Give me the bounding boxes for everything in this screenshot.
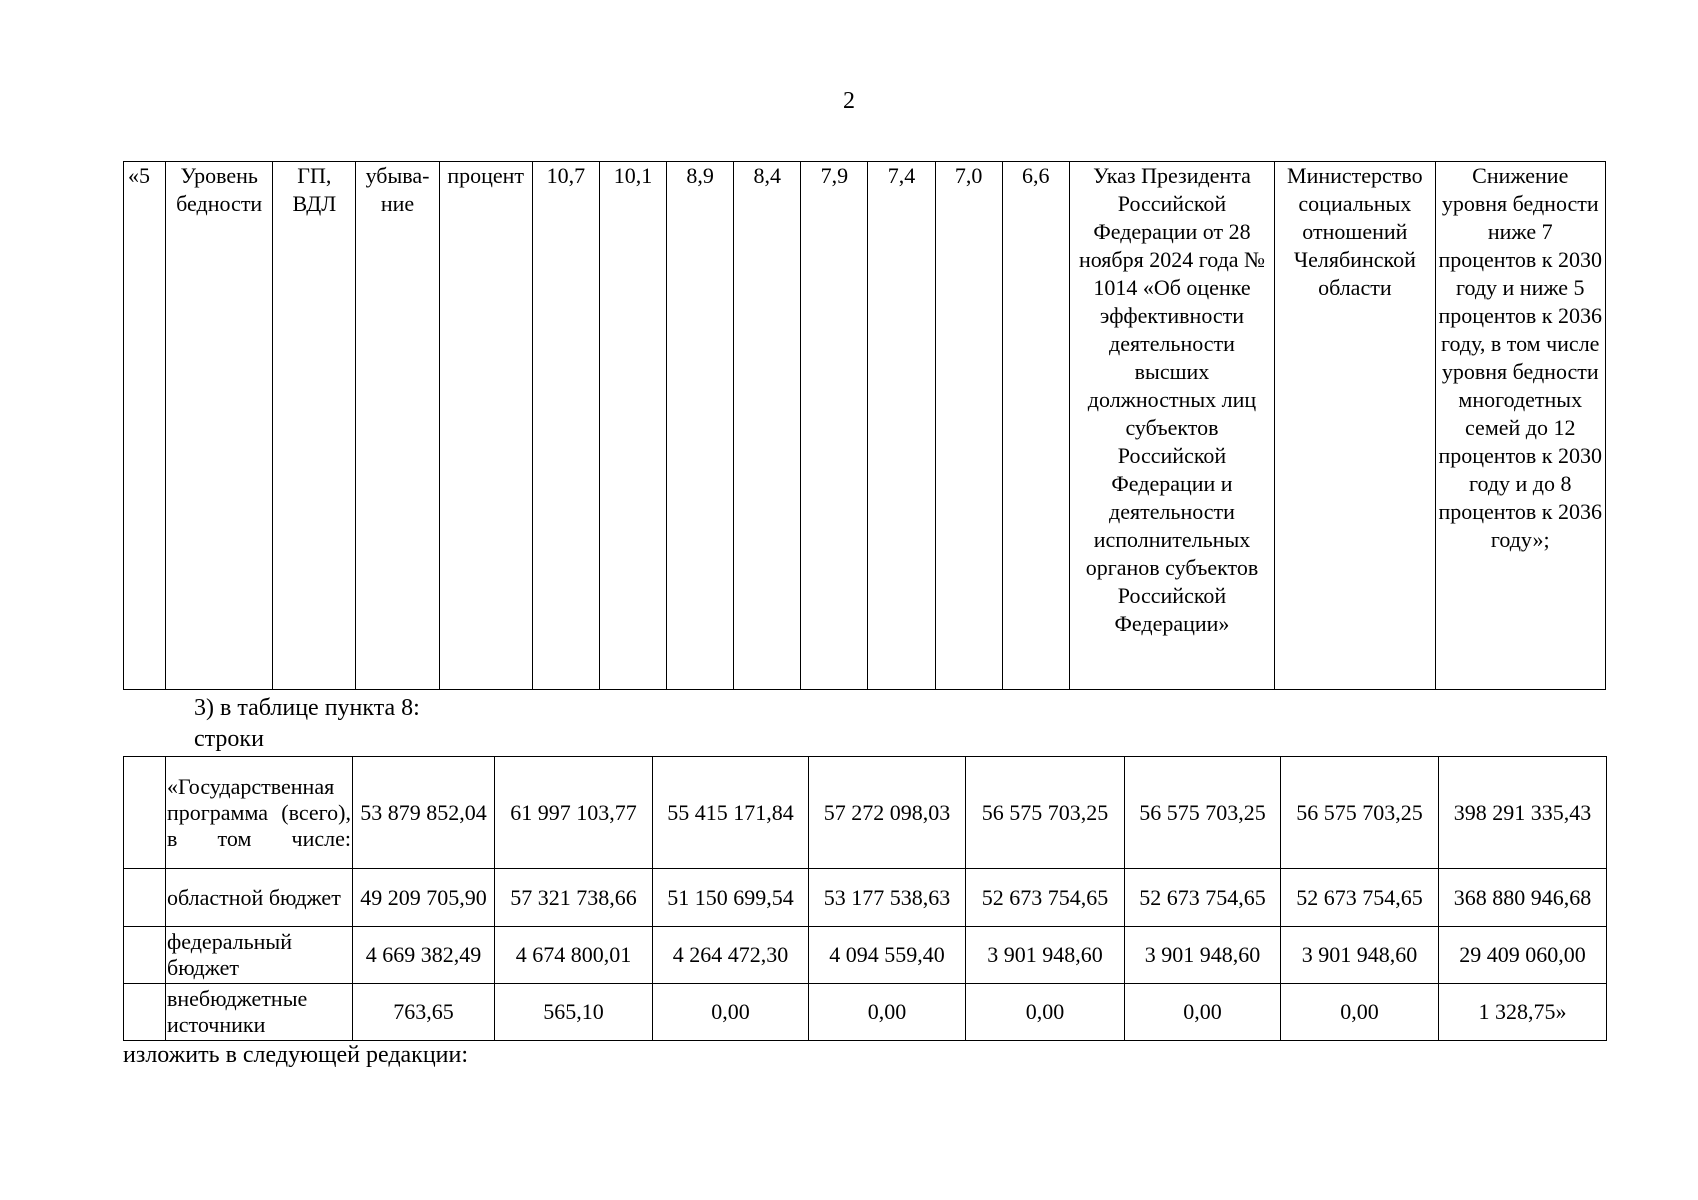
funding-value: 565,10 bbox=[495, 984, 653, 1041]
table-row bbox=[124, 927, 1607, 984]
funding-label: областной бюджет bbox=[166, 869, 353, 927]
funding-value: 4 094 559,40 bbox=[809, 927, 966, 984]
funding-value: 56 575 703,25 bbox=[966, 757, 1125, 869]
funding-value: 52 673 754,65 bbox=[1125, 869, 1281, 927]
funding-value: 0,00 bbox=[1125, 984, 1281, 1041]
funding-label: внебюджетные источники bbox=[166, 984, 353, 1041]
funding-value: 57 272 098,03 bbox=[809, 757, 966, 869]
funding-value: 56 575 703,25 bbox=[1281, 757, 1439, 869]
funding-value: 61 997 103,77 bbox=[495, 757, 653, 869]
funding-value: 56 575 703,25 bbox=[1125, 757, 1281, 869]
funding-value: 1 328,75» bbox=[1439, 984, 1607, 1041]
indicator-value: 8,4 bbox=[734, 162, 801, 690]
funding-value: 52 673 754,65 bbox=[966, 869, 1125, 927]
funding-value: 0,00 bbox=[653, 984, 809, 1041]
funding-value: 398 291 335,43 bbox=[1439, 757, 1607, 869]
funding-value: 3 901 948,60 bbox=[966, 927, 1125, 984]
indicator-value: 10,1 bbox=[599, 162, 666, 690]
table-row bbox=[124, 757, 1607, 869]
funding-value: 53 177 538,63 bbox=[809, 869, 966, 927]
funding-value: 4 674 800,01 bbox=[495, 927, 653, 984]
table-row bbox=[124, 984, 1607, 1041]
indicator-value: 8,9 bbox=[667, 162, 734, 690]
indicator-value: 7,0 bbox=[935, 162, 1002, 690]
indicator-value: 7,4 bbox=[868, 162, 935, 690]
funding-value: 52 673 754,65 bbox=[1281, 869, 1439, 927]
funding-value: 29 409 060,00 bbox=[1439, 927, 1607, 984]
table-row bbox=[124, 162, 1606, 690]
indicator-value: 7,9 bbox=[801, 162, 868, 690]
paragraph-edit-instruction: изложить в следующей редакции: bbox=[123, 1042, 469, 1068]
funding-value: 0,00 bbox=[809, 984, 966, 1041]
funding-value: 55 415 171,84 bbox=[653, 757, 809, 869]
row-index-cell bbox=[124, 757, 166, 869]
paragraph-item-3: 3) в таблице пункта 8: bbox=[194, 695, 420, 721]
indicator-unit: процент bbox=[439, 162, 532, 690]
funding-value: 4 264 472,30 bbox=[653, 927, 809, 984]
funding-value: 4 669 382,49 bbox=[353, 927, 495, 984]
funding-label: «Государственная программа (всего), в том числе: bbox=[166, 757, 353, 869]
funding-value: 0,00 bbox=[1281, 984, 1439, 1041]
indicator-dynamics: убыва-ние bbox=[356, 162, 439, 690]
funding-value: 49 209 705,90 bbox=[353, 869, 495, 927]
funding-value: 57 321 738,66 bbox=[495, 869, 653, 927]
table-row bbox=[124, 869, 1607, 927]
indicator-level: ГП, ВДЛ bbox=[273, 162, 356, 690]
indicator-basis: Указ Президента Российской Федерации от 28 ноября 2024 года № 1014 «Об оценке эффективности деятельности высших должностных лиц субъектов Российской Федерации и деятельности исполнительных органов субъектов Российской Федерации» bbox=[1069, 162, 1274, 690]
funding-label: федеральный бюджет bbox=[166, 927, 353, 984]
row-index: «5 bbox=[124, 162, 166, 690]
funding-value: 3 901 948,60 bbox=[1125, 927, 1281, 984]
indicator-table bbox=[123, 161, 1606, 690]
funding-value: 763,65 bbox=[353, 984, 495, 1041]
row-index-cell bbox=[124, 927, 166, 984]
funding-value: 51 150 699,54 bbox=[653, 869, 809, 927]
row-index-cell bbox=[124, 984, 166, 1041]
funding-value: 3 901 948,60 bbox=[1281, 927, 1439, 984]
page-number: 2 bbox=[843, 88, 855, 114]
funding-value: 0,00 bbox=[966, 984, 1125, 1041]
funding-value: 368 880 946,68 bbox=[1439, 869, 1607, 927]
indicator-responsible: Министерство социальных отношений Челябинской области bbox=[1275, 162, 1435, 690]
funding-table bbox=[123, 756, 1607, 1041]
row-index-cell bbox=[124, 869, 166, 927]
indicator-value: 10,7 bbox=[532, 162, 599, 690]
indicator-goal: Снижение уровня бедности ниже 7 процентов к 2030 году и ниже 5 процентов к 2036 году, в том числе уровня бедности многодетных семей до 12 процентов к 2030 году и до 8 процентов к 2036 году»; bbox=[1435, 162, 1606, 690]
indicator-name: Уровень бедности bbox=[166, 162, 273, 690]
funding-value: 53 879 852,04 bbox=[353, 757, 495, 869]
paragraph-rows: строки bbox=[194, 726, 264, 752]
indicator-value: 6,6 bbox=[1002, 162, 1069, 690]
